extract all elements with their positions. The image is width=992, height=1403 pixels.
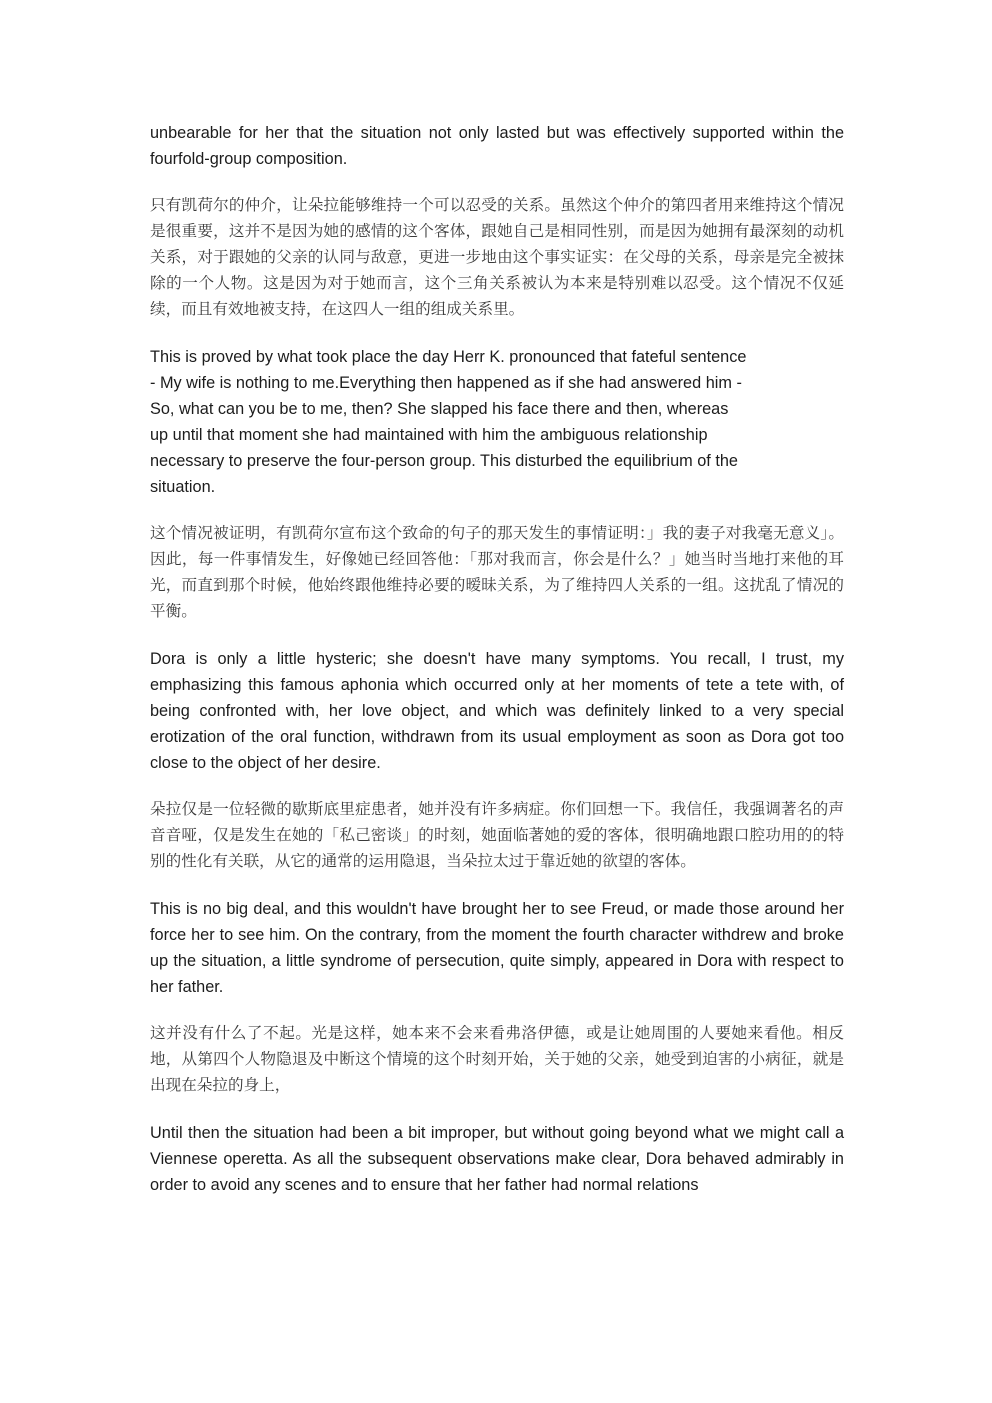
paragraph-zh-2: 这个情况被证明，有凯荷尔宣布这个致命的句子的那天发生的事情证明：」我的妻子对我毫无意义」。因此，每一件事情发生，好像她已经回答他：「那对我而言，你会是什么？」她当时当地打来他的耳光，而直到那个时候，他始终跟他维持必要的暧昧关系，为了维持四人关系的一组。这扰乱了情况的平衡。 bbox=[150, 524, 844, 620]
paragraph-en-5: Until then the situation had been a bit improper, but without going beyond what we might call a Viennese operetta. As all the subsequent observations make clear, Dora behaved admirably in order to avoid any scenes and to ensure that her father had normal relations bbox=[150, 1124, 844, 1194]
paragraph-en-2: This is proved by what took place the day Herr K. pronounced that fateful sentence - My wife is nothing to me.Everything then happened as if she had answered him - So, what can you be to me, then? She slapped his face there and then, whereas up until that moment she had maintained with him the ambiguous relationship necessary to preserve the four-person group. This disturbed the equilibrium of the situation. bbox=[150, 348, 747, 496]
document-page bbox=[150, 120, 844, 1198]
paragraph-en-1: unbearable for her that the situation not only lasted but was effectively supported within the fourfold-group composition. bbox=[150, 124, 844, 168]
paragraph-zh-3: 朵拉仅是一位轻微的歇斯底里症患者，她并没有许多病症。你们回想一下。我信任，我强调著名的声音音哑，仅是发生在她的「私己密谈」的时刻，她面临著她的爱的客体，很明确地跟口腔功用的的特别的性化有关联，从它的通常的运用隐退，当朵拉太过于靠近她的欲望的客体。 bbox=[150, 800, 844, 870]
paragraph-zh-1: 只有凯荷尔的仲介，让朵拉能够维持一个可以忍受的关系。虽然这个仲介的第四者用来维持这个情况是很重要，这并不是因为她的感情的这个客体，跟她自己是相同性别，而是因为她拥有最深刻的动机关系，对于跟她的父亲的认同与敌意，更进一步地由这个事实证实：在父母的关系，母亲是完全被抹除的一个人物。这是因为对于她而言，这个三角关系被认为本来是特别难以忍受。这个情况不仅延续，而且有效地被支持，在这四人一组的组成关系里。 bbox=[150, 196, 844, 318]
paragraph-en-4: This is no big deal, and this wouldn't have brought her to see Freud, or made those around her force her to see him. On the contrary, from the moment the fourth character withdrew and broke up the situation, a little syndrome of persecution, quite simply, appeared in Dora with respect to her father. bbox=[150, 900, 844, 996]
paragraph-zh-4: 这并没有什么了不起。光是这样，她本来不会来看弗洛伊德，或是让她周围的人要她来看他。相反地，从第四个人物隐退及中断这个情境的这个时刻开始，关于她的父亲，她受到迫害的小病征，就是出现在朵拉的身上， bbox=[150, 1024, 844, 1094]
paragraph-en-3: Dora is only a little hysteric; she doesn't have many symptoms. You recall, I trust, my emphasizing this famous aphonia which occurred only at her moments of tete a tete with, of being confronted with, her love object, and which was definitely linked to a very special erotization of the oral function, withdrawn from its usual employment as soon as Dora got too close to the object of her desire. bbox=[150, 650, 844, 772]
